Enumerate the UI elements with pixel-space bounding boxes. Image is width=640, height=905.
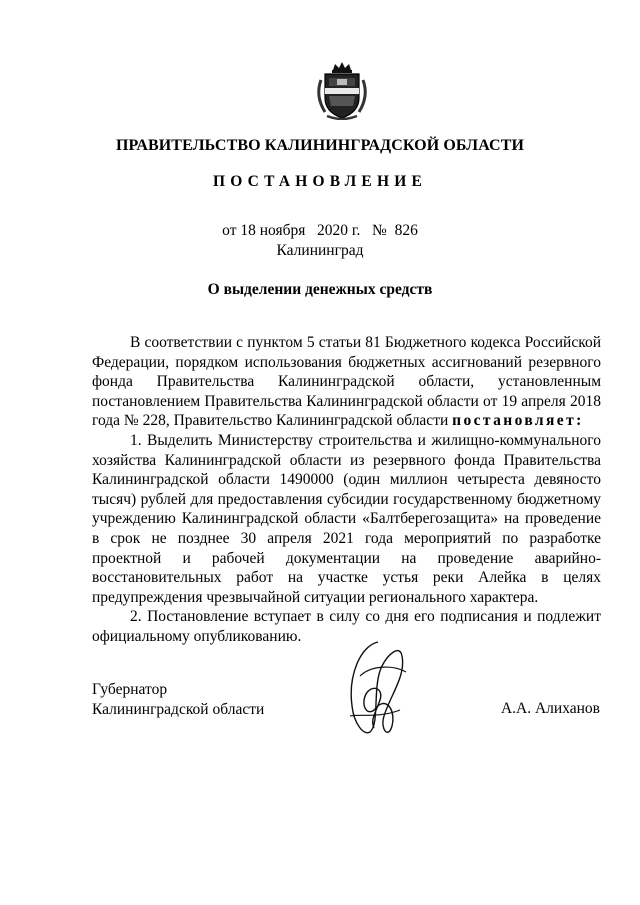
resolves-word: постановляет: <box>452 412 584 430</box>
document-date: 18 ноября <box>240 222 306 239</box>
position-line-2: Калининградской области <box>92 700 265 718</box>
intro-text: В соответствии с пунктом 5 статьи 81 Бюджетного кодекса Российской Федерации, порядком использования бюджетных ассигнований резервного фонда Правительства Калининградской области, установленным постановлением Правительства Калининградской области от 19 апреля 2018 года № 228, Правительство Калининградской области <box>92 334 601 430</box>
document-subject: О выделении денежных средств <box>207 281 433 298</box>
kaliningrad-coat-of-arms-icon <box>313 60 371 120</box>
document-city: Калининград <box>276 242 364 259</box>
document-number: 826 <box>394 222 418 239</box>
date-number-line <box>0 222 640 240</box>
item-1-paragraph: 1. Выделить Министерству строительства и жилищно-коммунального хозяйства Калининградской области из резервного фонда Правительства Калининградской области 1490000 (один миллион четыреста девяносто тысяч) рублей для предоставления субсидии государственному бюджетному учреждению Калининградской области «Балтберегозащита» на проведение в срок не позднее 30 апреля 2021 года мероприятий по разработке проектной и рабочей документации на проведение аварийно-восстановительных работ на участке устья реки Алейка в целях предупреждения чрезвычайной ситуации регионального характера. <box>92 431 601 606</box>
document-body <box>92 333 601 647</box>
organization-title: ПРАВИТЕЛЬСТВО КАЛИНИНГРАДСКОЙ ОБЛАСТИ <box>115 137 525 154</box>
document-year: 2020 г. <box>317 222 361 239</box>
signatory-name: А.А. Алиханов <box>500 700 600 717</box>
signatory-position <box>92 680 264 719</box>
position-line-1: Губернатор <box>92 681 168 698</box>
document-type: ПОСТАНОВЛЕНИЕ <box>212 173 428 190</box>
date-prefix: от <box>222 222 237 239</box>
intro-paragraph <box>92 333 601 431</box>
handwritten-signature <box>330 636 420 746</box>
number-sign: № <box>372 222 387 239</box>
item-2-paragraph: 2. Постановление вступает в силу со дня его подписания и подлежит официальному опубликованию. <box>92 608 601 645</box>
